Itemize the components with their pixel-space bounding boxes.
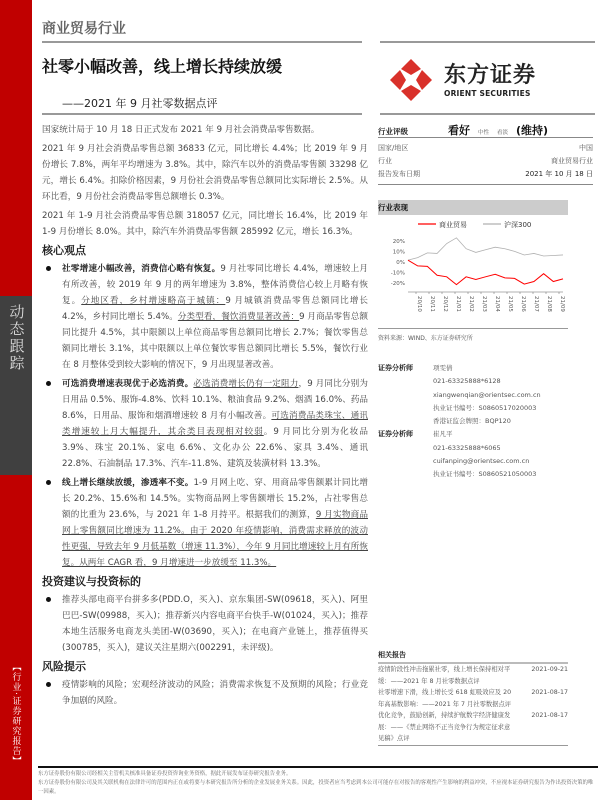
- bullet-text: 9 月商品零售总额同比提升 4.5%，其中限额以上单位商品零售总额同比增长 2.7%；餐饮零售总额同比增长 3.1%，其中限额以上单位餐饮零售总额同比增长 5.5%，餐饮行业在 8 月整体受到较大影响的情况下，9 月出现显著改善。: [62, 312, 368, 370]
- analyst-name: 项雯倩: [433, 364, 453, 372]
- related-title[interactable]: 社零增速下滑，线上增长受 618 虹吸效应及 20 年高基数影响：——2021 年 7 月社零数据点评: [378, 689, 512, 708]
- related-report[interactable]: [378, 710, 568, 745]
- bullet-item: 推荐头部电商平台拼多多(PDD.O，买入)、京东集团-SW(09618，买入)、阿里巴巴-SW(09988，买入)；推荐新兴内容电商平台快手-W(01024，买入)；推荐本地生活服务电商龙头美团-W(03690，买入)；在电商产业链上，推荐值得买(300785，买入)，建议关注星期六(002291，未评级)。: [42, 592, 368, 656]
- rating-value: 看好: [448, 124, 470, 137]
- rating-label: 行业评级: [378, 127, 408, 136]
- underlined-text: 分类型看，餐饮消费显著改善：: [177, 312, 300, 322]
- logo-mark-icon: [388, 57, 434, 103]
- underlined-text: 分地区看，乡村增速略高于城镇：: [81, 296, 226, 306]
- bullet-item: 疫情影响的风险；宏观经济波动的风险；消费需求恢复不及预期的风险；行业竞争加剧的风险。: [42, 677, 368, 709]
- disclaimer-line: 东方证券股份有限公司及其关联机构在法律许可的范围内正在或将要与本研究报告所分析的企业发展业务关系。因此，投资者应当考虑到本公司可能存在对报告的客观性产生影响的利益冲突，不应视本证券研究报告为作出投资决策的唯一因素。: [38, 780, 594, 795]
- analyst-phone: 021-63325888*6065: [433, 443, 501, 452]
- intro-paragraph: 国家统计局于 10 月 18 日正式发布 2021 年 9 月社会消费品零售数据。: [42, 125, 320, 135]
- series-line-commerce: [408, 260, 563, 284]
- related-reports-heading: 相关报告: [378, 650, 568, 664]
- y-tick-label: 20%: [392, 239, 405, 246]
- rating-neutral: 中性: [478, 130, 490, 136]
- info-row: [378, 168, 593, 181]
- report-title: 社零小幅改善，线上增长持续放缓: [42, 57, 283, 76]
- analyst-cert: 执业证书编号：S0860521050003: [433, 470, 537, 479]
- related-date: 2021-08-17: [531, 689, 568, 696]
- bullet-text: 9 月社零同比增长 4.4%，增速较上月有所改善，较 2019 年 9 月的两年增速为 3.8%，整体消费信心较上月略有恢复。: [62, 264, 368, 306]
- x-tick-label: 21/02: [468, 296, 474, 312]
- divider: [380, 41, 595, 43]
- bullet-item: [42, 261, 368, 373]
- divider: [42, 113, 362, 115]
- info-row: [378, 155, 593, 168]
- x-tick-label: 20/11: [429, 296, 435, 312]
- disclaimer-line: 东方证券股份有限公司经相关主管机关核准具备证券投资咨询业务资格，据此开展发布证券研究报告业务。: [38, 771, 292, 777]
- footer-divider: [38, 766, 598, 768]
- section-label-box: [0, 296, 32, 475]
- logo-text-en: ORIENT SECURITIES: [444, 88, 531, 98]
- info-key: 行业: [378, 157, 392, 165]
- bullet-text: 1-9 月网上吃、穿、用商品零售额累计同比增长 20.2%、15.6%和 14.5%。实物商品网上零售额增长 15.2%，占社零售总额的比重为 23.6%，与 2021 年 1-8 月持平。根据我们的测算，: [62, 478, 368, 520]
- related-report[interactable]: [378, 687, 568, 710]
- analyst-label: 证券分析师: [378, 430, 413, 439]
- info-row: [378, 142, 593, 155]
- report-body: [42, 122, 368, 712]
- info-value: 中国: [579, 144, 593, 152]
- analyst-cert: 执业证书编号：S0860517020003: [433, 403, 537, 412]
- info-value: 2021 年 10 月 18 日: [525, 170, 593, 178]
- analysts: [378, 362, 593, 482]
- bullet-text: 。9 月同比分别为化妆品 3.9%、珠宝 20.1%、家电 6.6%、文化办公 22.6%、家具 3.4%、通讯 22.8%、石油制品 17.3%、汽车-11.8%、建筑及装潢材料 13.3%。: [62, 427, 368, 469]
- analyst-block: [378, 362, 593, 428]
- section-heading-risk: 风险提示: [42, 660, 86, 673]
- company-logo: [388, 55, 588, 105]
- y-tick-label: -20%: [390, 280, 405, 287]
- analyst-block: [378, 428, 593, 481]
- bullet-lead: 社零增速小幅改善，消费信心略有恢复。: [62, 264, 221, 274]
- related-title[interactable]: 疫情阶段性冲击拖累社零，线上增长保持相对平缓：——2021 年 8 月社零数据点评: [378, 666, 511, 685]
- industry-label: 商业贸易行业: [42, 21, 126, 37]
- related-report[interactable]: [378, 664, 568, 687]
- info-key: 报告发布日期: [378, 170, 420, 178]
- logo-text-cn: 东方证券: [444, 62, 537, 88]
- report-type-text: 【行业·证券研究报告】: [10, 662, 21, 766]
- underlined-text: 必选消费增长仍有一定阻力: [193, 379, 299, 389]
- bullet-text: ，9 月同比分别为日用品 0.5%、服饰-4.8%、饮料 10.1%、粮油食品 9.2%、烟酒 16.0%、药品 8.6%，日用品、服饰和烟酒增速较 8 月有小幅改善。: [62, 379, 369, 421]
- section-label: 动态跟踪: [7, 304, 26, 372]
- related-title[interactable]: 优化竞争，鼓励创新，持续护航数字经济健康发展：——《禁止网络不正当竞争行为规定征求意见稿》点评: [378, 712, 511, 742]
- bullet-item: [42, 475, 368, 571]
- info-value: 商业贸易行业: [551, 157, 593, 165]
- x-tick-label: 20/10: [416, 296, 422, 312]
- x-tick-label: 21/09: [559, 296, 565, 312]
- rating-maintain: (维持): [516, 124, 549, 137]
- x-tick-label: 21/08: [546, 296, 552, 312]
- report-info: [378, 142, 593, 185]
- related-date: 2021-08-17: [531, 712, 568, 719]
- related-date: 2021-09-21: [531, 666, 568, 673]
- legend-label: 商业贸易: [439, 221, 467, 229]
- x-tick-label: 21/03: [481, 296, 487, 312]
- rating-bearish: 看淡: [497, 130, 509, 136]
- bullet-text: 9 月城镇消费品零售总额同比增长 4.2%，乡村同比增长 5.4%。: [62, 296, 368, 322]
- bullet-lead: 线上增长继续放缓，渗透率不变。: [62, 478, 194, 488]
- performance-header: 行业表现: [378, 200, 568, 215]
- x-tick-label: 21/05: [507, 296, 513, 312]
- paragraph: 2021 年 1-9 月社会消费品零售总额 318057 亿元，同比增长 16.4%，比 2019 年 1-9 月份增长 8.0%。其中，除汽车外消费品零售额 285992 亿元，增长 16.3%。: [42, 211, 368, 237]
- bullet-item: [42, 376, 368, 472]
- divider: [42, 41, 362, 43]
- x-tick-label: 21/07: [533, 296, 539, 312]
- analyst-name: 崔凡平: [433, 430, 453, 439]
- y-tick-label: -10%: [390, 270, 405, 277]
- analyst-phone: 021-63325888*6128: [433, 377, 501, 386]
- chart-source: 资料来源：WIND、东方证券研究所: [378, 328, 568, 342]
- y-tick-label: 0%: [396, 260, 405, 266]
- section-heading-invest: 投资建议与投资标的: [42, 575, 141, 588]
- legend-label: 沪深300: [504, 221, 532, 229]
- rating-row: [378, 122, 593, 138]
- analyst-hk-license: 香港证监会牌照：BQP120: [433, 417, 511, 426]
- analyst-label: 证券分析师: [378, 364, 413, 372]
- performance-chart: [378, 216, 568, 324]
- x-tick-label: 21/04: [494, 296, 500, 312]
- related-reports: [378, 664, 568, 746]
- paragraph: 2021 年 9 月社会消费品零售总额 36833 亿元，同比增长 4.4%；比 2019 年 9 月份增长 7.8%，两年平均增速为 3.8%。其中，除汽车以外的消费品零售额 33298 亿元，增长 6.4%。扣除价格因素，9 月份社会消费品零售总额同比实际增长 2.5%。从环比看，9 月份社会消费品零售总额增长 0.3%。: [42, 144, 368, 202]
- divider: [380, 113, 595, 115]
- x-tick-label: 21/06: [520, 296, 526, 312]
- footer-disclaimer: [38, 770, 598, 797]
- analyst-email[interactable]: cuifanping@orientsec.com.cn: [433, 457, 530, 466]
- analyst-email[interactable]: xiangwenqian@orientsec.com.cn: [433, 390, 541, 399]
- info-key: 国家/地区: [378, 144, 409, 152]
- bullet-lead: 可选消费增速表现优于必选消费。: [62, 379, 194, 389]
- y-tick-label: 10%: [392, 249, 405, 256]
- x-tick-label: 20/12: [442, 296, 448, 312]
- section-heading-core: 核心观点: [42, 244, 86, 257]
- x-tick-label: 21/01: [455, 296, 461, 312]
- report-type-tag: [0, 662, 32, 766]
- underlined-text: 可选消费品类珠宝、通讯类增速较上月大幅提升，其余类目表现相对较弱: [62, 411, 368, 437]
- series-line-csi300: [408, 238, 563, 260]
- report-subtitle: ——2021 年 9 月社零数据点评: [62, 97, 218, 110]
- underlined-text: 9 月实物商品网上零售额同比增速为 11.2%。由于 2020 年疫情影响，消费需求释放的波动性更强，导致去年 9 月低基数（增速 11.3%），今年 9 月同比增速较上月有所恢复。从两年 CAGR 看，9 月增速进一步放缓至 11.3%。: [62, 510, 368, 568]
